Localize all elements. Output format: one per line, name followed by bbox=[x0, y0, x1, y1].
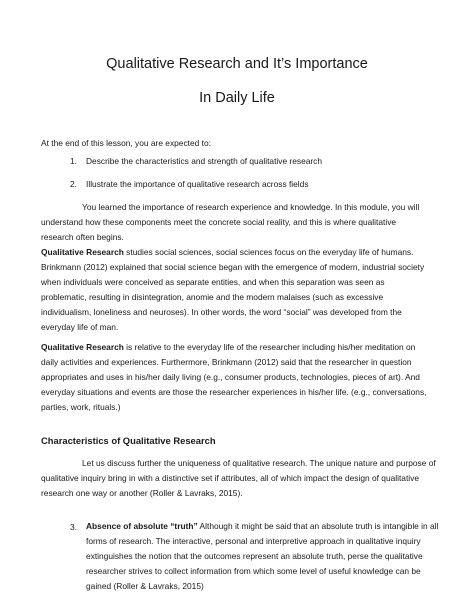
paragraph-line: research often begins. bbox=[41, 232, 124, 242]
list-item: Describe the characteristics and strength of qualitative research bbox=[86, 156, 323, 166]
paragraph-line: researcher strives to collect information from which some level of useful knowledge can be bbox=[86, 566, 421, 576]
paragraph-line: parties, work, rituals.) bbox=[41, 402, 121, 412]
paragraph-line: everyday life of man. bbox=[41, 322, 119, 332]
list-number: 2. bbox=[70, 179, 77, 189]
objectives-intro: At the end of this lesson, you are expected to: bbox=[41, 138, 211, 148]
paragraph-text: studies social sciences, social sciences focus on the everyday life of humans. bbox=[123, 247, 414, 257]
section-intro-paragraph bbox=[41, 456, 441, 501]
paragraph-line: daily activities and experiences. Furthermore, Brinkmann (2012) said that the researcher in question bbox=[41, 357, 412, 367]
title-line-1: Qualitative Research and It’s Importance bbox=[106, 56, 368, 72]
paragraph-text: Although it might be said that an absolute truth is intangible in all bbox=[197, 521, 439, 531]
paragraph-line: everyday situations and events are those the researcher experiences in his/her life. (e.g., conversations, bbox=[41, 387, 427, 397]
paragraph-line: You learned the importance of research experience and knowledge. In this module, you will bbox=[82, 202, 420, 212]
list-number: 3. bbox=[70, 522, 77, 532]
paragraph-line: Brinkmann (2012) explained that social science began with the emergence of modern, industrial society bbox=[41, 262, 425, 272]
section-heading: Characteristics of Qualitative Research bbox=[41, 435, 216, 446]
intro-paragraph bbox=[41, 200, 441, 245]
qualitative-research-paragraph-2 bbox=[41, 340, 441, 415]
list-item: Illustrate the importance of qualitative research across fields bbox=[86, 179, 309, 189]
paragraph-line: extinguishes the notion that the outcomes represent an absolute truth, perse the qualitative bbox=[86, 551, 423, 561]
paragraph-line: forms of research. The interactive, personal and interpretive approach in qualitative inquiry bbox=[86, 536, 421, 546]
title-line-2: In Daily Life bbox=[199, 90, 275, 106]
paragraph-line: understand how these components meet the concrete social reality, and this is where qualitative bbox=[41, 217, 397, 227]
paragraph-line: when individuals were conceived as separate entities, and when this separation was seen as bbox=[41, 277, 385, 287]
bold-term: Qualitative Research bbox=[41, 342, 124, 352]
paragraph-text: is relative to the everyday life of the researcher including his/her meditation on bbox=[123, 342, 416, 352]
paragraph-line: individualism, loneliness and neuroses). In other words, the word “social” was developed from the bbox=[41, 307, 402, 317]
paragraph-line: appropriates and uses in his/her daily living (e.g., consumer products, technologies, pieces of art). And bbox=[41, 372, 420, 382]
paragraph-line: problematic, resulting in disintegration, anomie and the modern malaises (such as excessive bbox=[41, 292, 384, 302]
paragraph-line: research one way or another (Roller & Lavraks, 2015). bbox=[41, 488, 243, 498]
paragraph-line: gained (Roller & Lavraks, 2015) bbox=[86, 581, 204, 591]
paragraph-line: qualitative inquiry bring in with a distinctive set if attributes, all of which impact the design of qualitative bbox=[41, 473, 419, 483]
paragraph-line: Let us discuss further the uniqueness of qualitative research. The unique nature and purpose of bbox=[82, 458, 436, 468]
list-number: 1. bbox=[70, 156, 77, 166]
bold-term: Absence of absolute “truth” bbox=[86, 521, 198, 531]
qualitative-research-paragraph-1 bbox=[41, 245, 441, 335]
bold-term: Qualitative Research bbox=[41, 247, 124, 257]
characteristic-item-3 bbox=[86, 519, 446, 594]
